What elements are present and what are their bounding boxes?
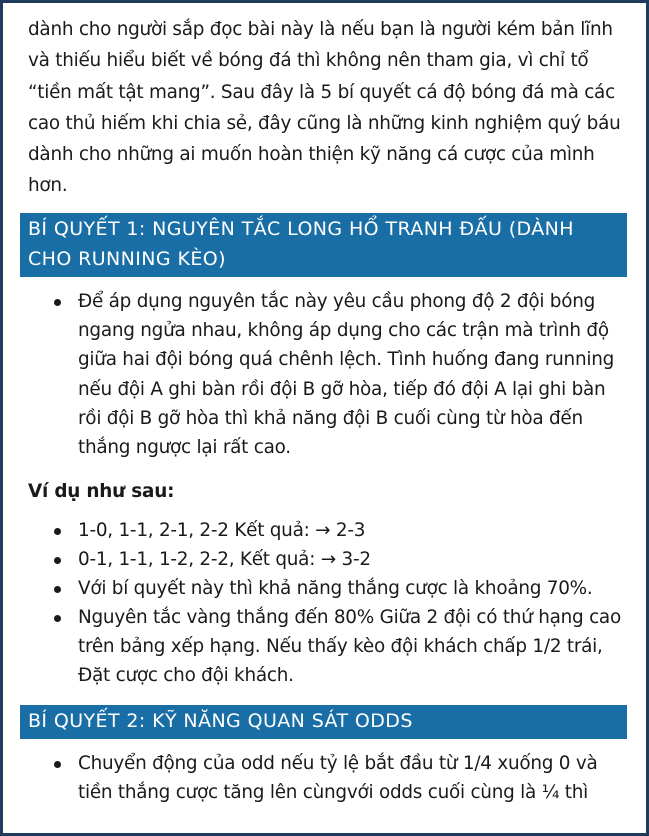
example-bullet-list <box>28 516 628 690</box>
list-item: 1-0, 1-1, 2-1, 2-2 Kết quả: → 2-3 <box>28 516 628 545</box>
section-heading-2: BÍ QUYẾT 2: KỸ NĂNG QUAN SÁT ODDS <box>20 705 627 739</box>
section-1-bullet-list <box>28 287 628 463</box>
section-2-bullet-list <box>28 749 628 808</box>
example-label: Ví dụ như sau: <box>28 480 175 502</box>
list-item: Chuyển động của odd nếu tỷ lệ bắt đầu từ 1/4 xuống 0 và tiền thắng cược tăng lên cùngvới odds cuối cùng là ¼ thì <box>28 749 628 808</box>
intro-paragraph: dành cho người sắp đọc bài này là nếu bạn là người kém bản lĩnh và thiếu hiểu biết về bóng đá thì không nên tham gia, vì chỉ tổ “tiền mất tật mang”. Sau đây là 5 bí quyết cá độ bóng đá mà các cao thủ hiếm khi chia sẻ, đây cũng là những kinh nghiệm quý báu dành cho những ai muốn hoàn thiện kỹ năng cá cược của mình hơn. <box>28 19 621 197</box>
list-item: Với bí quyết này thì khả năng thắng cược là khoảng 70%. <box>28 574 628 603</box>
article-body <box>28 14 628 807</box>
list-item: Để áp dụng nguyên tắc này yêu cầu phong độ 2 đội bóng ngang ngửa nhau, không áp dụng cho các trận mà trình độ giữa hai đội bóng quá chênh lệch. Tình huống đang running nếu đội A ghi bàn rồi đội B gỡ hòa, tiếp đó đội A lại ghi bàn rồi đội B gỡ hòa thì khả năng đội B cuối cùng từ hòa đến thắng ngược lại rất cao. <box>28 287 628 463</box>
section-heading-1: BÍ QUYẾT 1: NGUYÊN TẮC LONG HỔ TRANH ĐẤU (DÀNH CHO RUNNING KÈO) <box>20 213 627 277</box>
list-item: 0-1, 1-1, 1-2, 2-2, Kết quả: → 3-2 <box>28 545 628 574</box>
list-item: Nguyên tắc vàng thắng đến 80% Giữa 2 đội có thứ hạng cao trên bảng xếp hạng. Nếu thấy kèo đội khách chấp 1/2 trái, Đặt cược cho đội khách. <box>28 603 628 690</box>
